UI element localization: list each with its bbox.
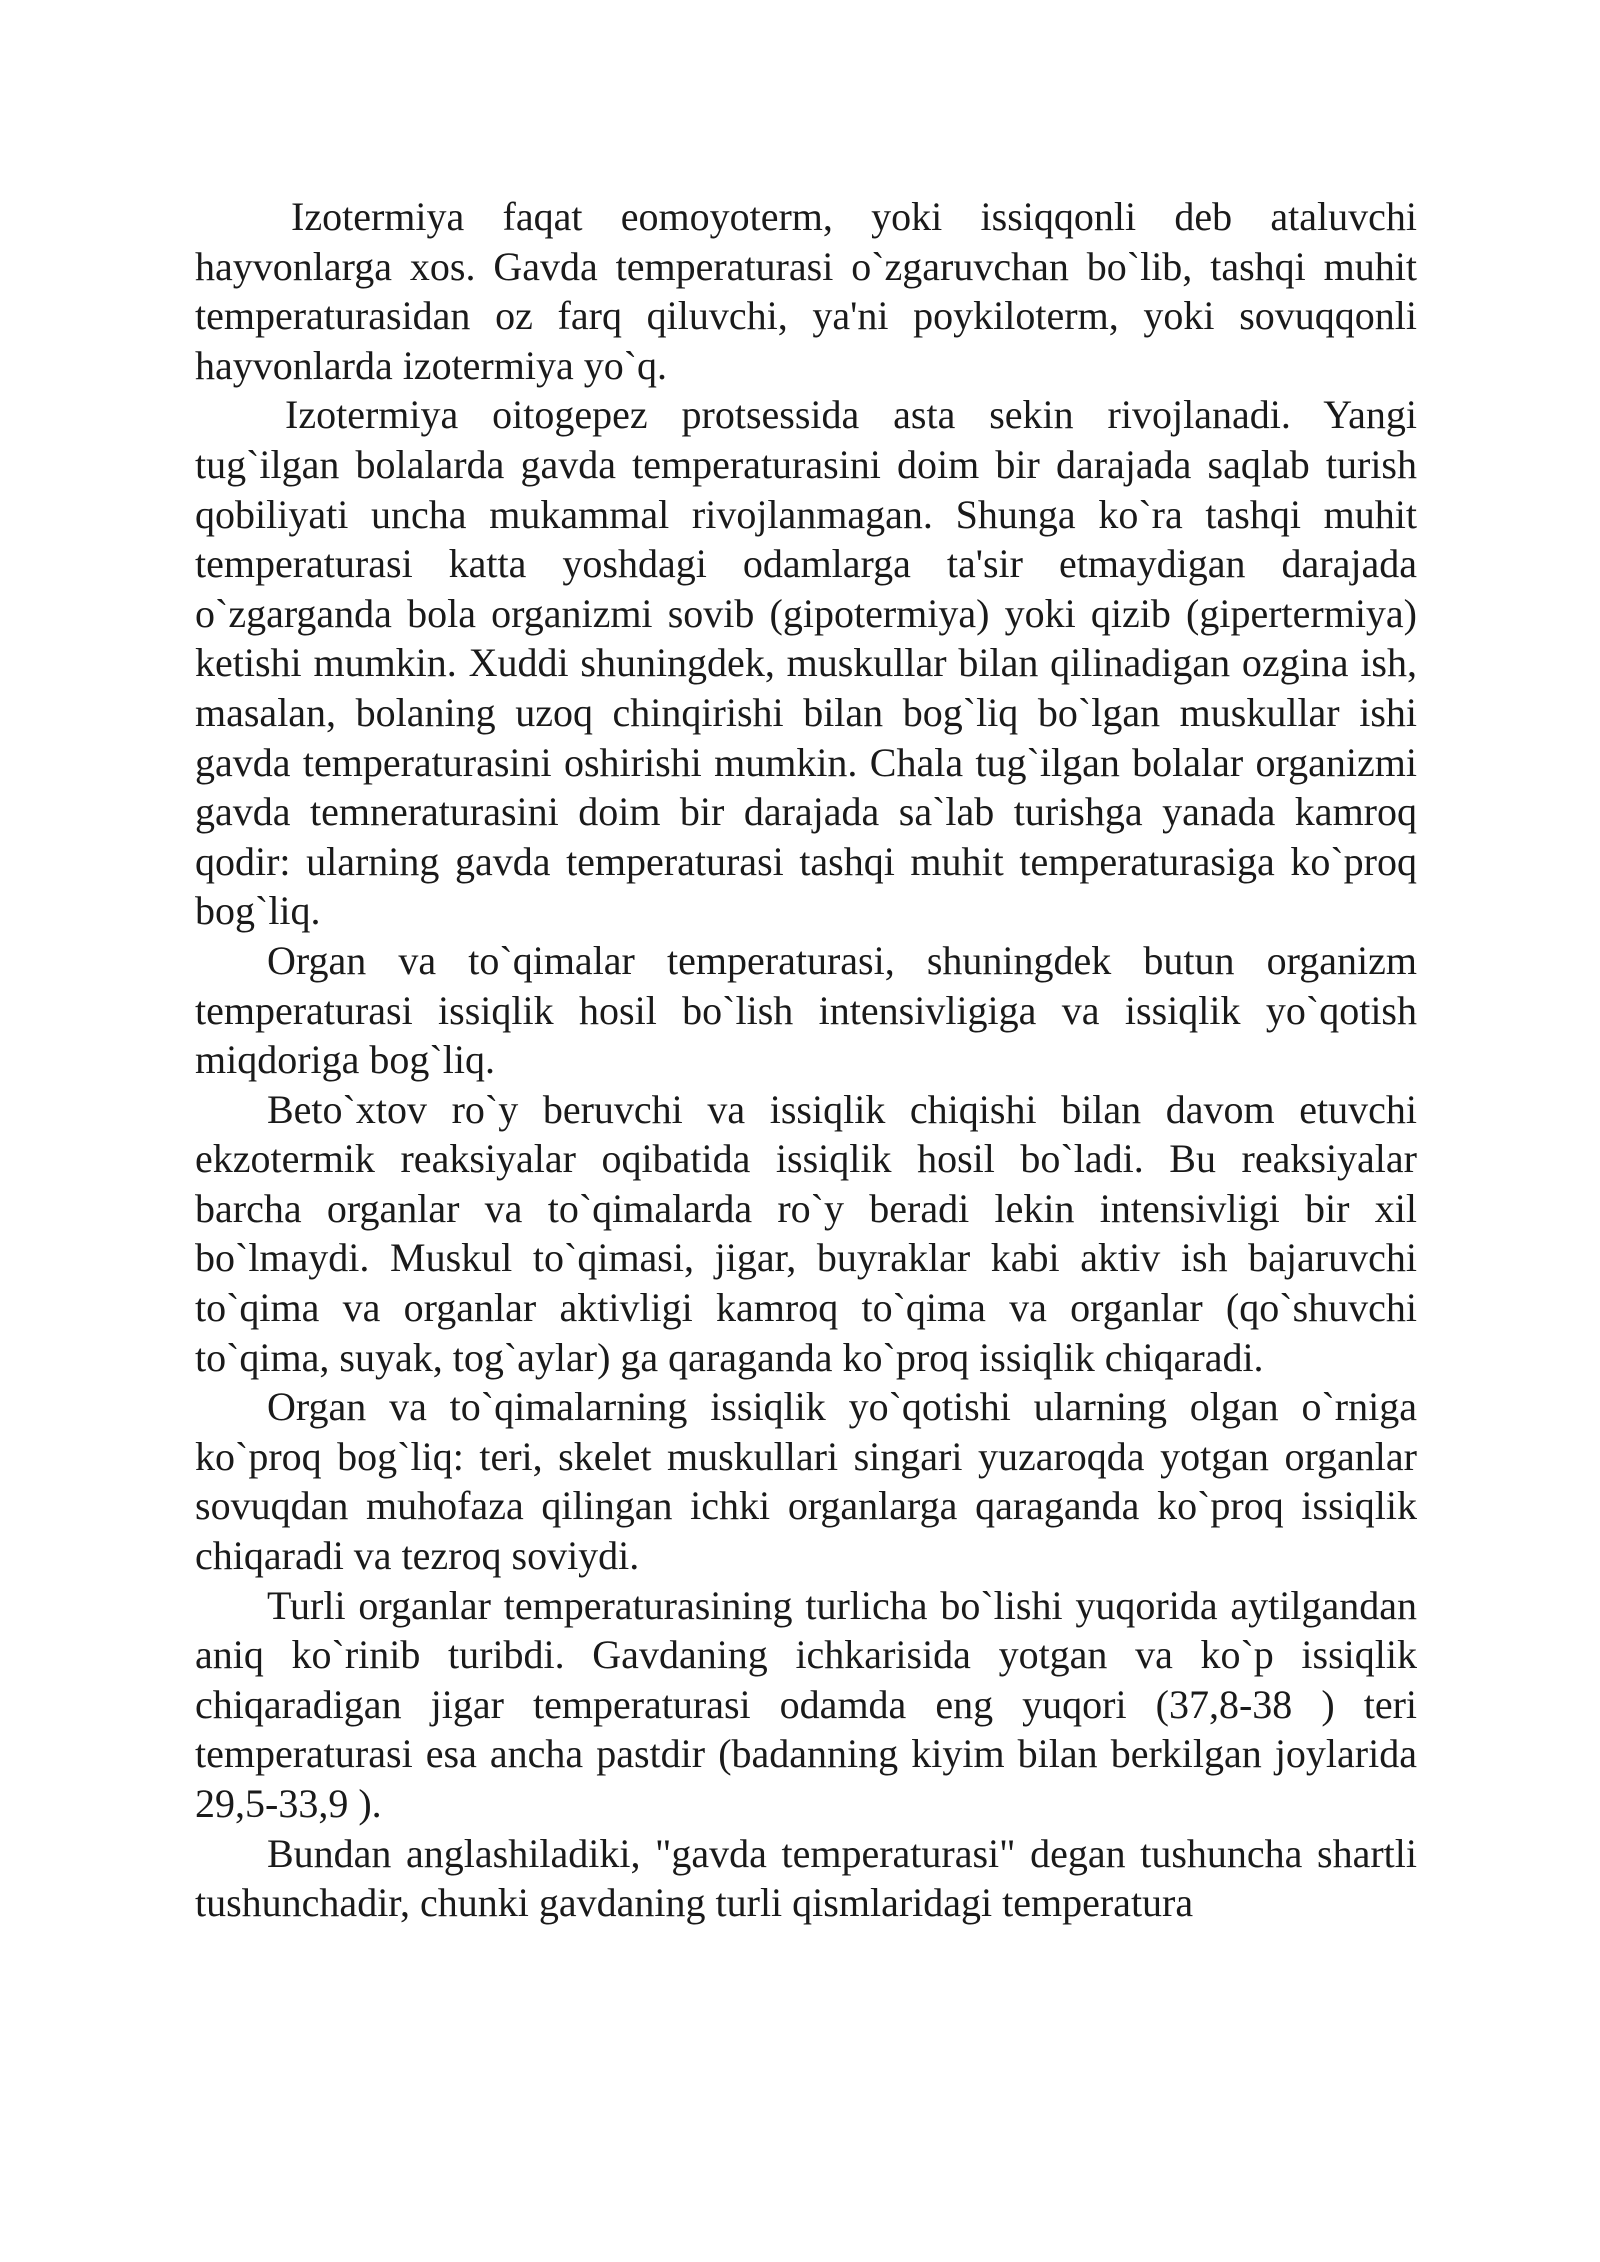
paragraph-ontogenesis: Izotermiya oitogepez protsessida asta sekin rivojlanadi. Yangi tug`ilgan bolalarda gavda temperaturasini doim bir darajada saqlab turish qobiliyati uncha mukammal rivojlanmagan. Shunga ko`ra tashqi muhit temperaturasi katta yoshdagi odamlarga ta'sir etmaydigan darajada o`zgarganda bola organizmi sovib (gipotermiya) yoki qizib (gipertermiya) ketishi mumkin. Xuddi shuningdek, muskullar bilan qilinadigan ozgina ish, masalan, bolaning uzoq chinqirishi bilan bog`liq bo`lgan muskullar ishi gavda temperaturasini oshirishi mumkin. Chala tug`ilgan bolalar organizmi gavda temneraturasini doim bir darajada sa`lab turishga yanada kamroq qodir: ularning gavda temperaturasi tashqi muhit temperaturasiga ko`proq bog`liq. [195, 392, 1417, 934]
document-page [195, 192, 1417, 1928]
paragraph-organ-temperature: Organ va to`qimalar temperaturasi, shuningdek butun organizm temperaturasi issiqlik hosil bo`lish intensivligiga va issiqlik yo`qotish miqdoriga bog`liq. [195, 937, 1417, 1083]
paragraph-body-temperature-concept: Bundan anglashiladiki, "gavda temperaturasi" degan tushuncha shartli tushunchadir, chunki gavdaning turli qismlaridagi temperatura [195, 1830, 1417, 1926]
paragraph-heat-loss: Organ va to`qimalarning issiqlik yo`qotishi ularning olgan o`rniga ko`proq bog`liq: teri, skelet muskullari singari yuzaroqda yotgan organlar sovuqdan muhofaza qilingan ichki organlarga qaraganda ko`proq issiqlik chiqaradi va tezroq soviydi. [195, 1384, 1417, 1579]
paragraph-izotermiya-definition: Izotermiya faqat eomoyoterm, yoki issiqqonli deb ataluvchi hayvonlarga xos. Gavda temperaturasi o`zgaruvchan bo`lib, tashqi muhit temperaturasidan oz farq qiluvchi, ya'ni poykiloterm, yoki sovuqqonli hayvonlarda izotermiya yo`q. [195, 194, 1417, 388]
paragraph-organ-differences: Turli organlar temperaturasining turlicha bo`lishi yuqorida aytilgandan aniq ko`rinib turibdi. Gavdaning ichkarisida yotgan va ko`p issiqlik chiqaradigan jigar temperaturasi odamda eng yuqori (37,8-38 ) teri temperaturasi esa ancha pastdir (badanning kiyim bilan berkilgan joylarida 29,5-33,9 ). [195, 1582, 1417, 1826]
paragraph-heat-production: Beto`xtov ro`y beruvchi va issiqlik chiqishi bilan davom etuvchi ekzotermik reaksiyalar oqibatida issiqlik hosil bo`ladi. Bu reaksiyalar barcha organlar va to`qimalarda ro`y beradi lekin intensivligi bir xil bo`lmaydi. Muskul to`qimasi, jigar, buyraklar kabi aktiv ish bajaruvchi to`qima va organlar aktivligi kamroq to`qima va organlar (qo`shuvchi to`qima, suyak, tog`aylar) ga qaraganda ko`proq issiqlik chiqaradi. [195, 1086, 1417, 1380]
